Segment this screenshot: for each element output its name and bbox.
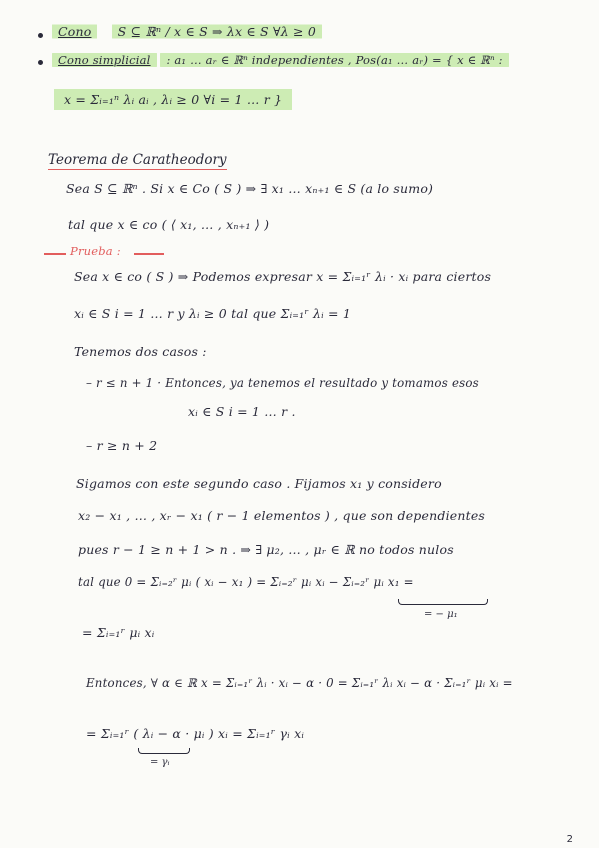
page-number: 2 [566,834,573,845]
cono-label: Cono [52,22,97,41]
proof-line-4: – r ≤ n + 1 · Entonces, ya tenemos el resultado y tomamos esos [86,376,479,390]
proof-label: Prueba : [70,244,121,258]
cono-simplicial-label: Cono simplicial [52,51,157,69]
bullet-icon [38,60,43,65]
proof-line-8: x₂ − x₁ , … , xᵣ − x₁ ( r − 1 elementos ) , que son dependientes [78,508,486,523]
cono-row [52,24,322,39]
proof-dash-left [44,253,66,255]
proof-line-10: tal que 0 = Σᵢ₌₂ʳ μᵢ ( xᵢ − x₁ ) = Σᵢ₌₂ʳ μᵢ xᵢ − Σᵢ₌₂ʳ μᵢ x₁ = [78,575,414,589]
proof-line-9: pues r − 1 ≥ n + 1 > n . ⇒ ∃ μ₂, … , μᵣ ∈ ℝ no todos nulos [78,542,454,557]
theorem-statement-1: Sea S ⊆ ℝⁿ . Si x ∈ Co ( S ) ⇒ ∃ x₁ … xₙ₊₁ ∈ S (a lo sumo) [66,181,434,196]
proof-line-11: = Σᵢ₌₁ʳ μᵢ xᵢ [82,625,155,640]
theorem-title: Teorema de Caratheodory [48,152,227,168]
cono-definition: S ⊆ ℝⁿ / x ∈ S ⇒ λx ∈ S ∀λ ≥ 0 [112,22,322,41]
underbrace [398,599,488,605]
proof-line-2: xᵢ ∈ S i = 1 … r y λᵢ ≥ 0 tal que Σᵢ₌₁ʳ λᵢ = 1 [74,306,352,321]
underbrace [138,748,190,754]
cono-simplicial-formula: x = Σᵢ₌₁ⁿ λᵢ aᵢ , λᵢ ≥ 0 ∀i = 1 … r } [54,86,292,113]
underbrace-label: = γᵢ [150,757,170,768]
cono-simplicial-formula-row [54,92,292,107]
cono-simplicial-definition: : a₁ … aᵣ ∈ ℝⁿ independientes , Pos(a₁ … aᵣ) = { x ∈ ℝⁿ : [160,51,508,69]
theorem-statement-2: tal que x ∈ co ( ⟨ x₁, … , xₙ₊₁ ⟩ ) [68,217,270,232]
proof-dash-right [134,253,164,255]
proof-line-13: = Σᵢ₌₁ʳ ( λᵢ − α · μᵢ ) xᵢ = Σᵢ₌₁ʳ γᵢ xᵢ [86,726,305,741]
proof-line-5: xᵢ ∈ S i = 1 … r . [188,404,296,419]
bullet-icon [38,33,43,38]
proof-line-3: Tenemos dos casos : [74,344,207,359]
proof-line-6: – r ≥ n + 2 [86,438,158,453]
proof-line-12: Entonces, ∀ α ∈ ℝ x = Σᵢ₌₁ʳ λᵢ · xᵢ − α · 0 = Σᵢ₌₁ʳ λᵢ xᵢ − α · Σᵢ₌₁ʳ μᵢ xᵢ = [86,676,513,690]
proof-line-7: Sigamos con este segundo caso . Fijamos x₁ y considero [76,476,442,491]
cono-simplicial-row [52,53,509,67]
proof-line-1: Sea x ∈ co ( S ) ⇒ Podemos expresar x = Σᵢ₌₁ʳ λᵢ · xᵢ para ciertos [74,269,492,284]
underbrace-label: = − μ₁ [424,609,458,620]
